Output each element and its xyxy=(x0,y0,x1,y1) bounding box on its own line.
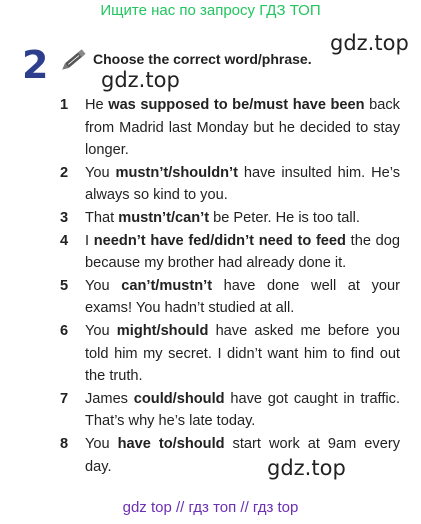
watermark: gdz.top xyxy=(101,68,180,92)
item-text: back from Madrid last Monday but he decided to stay longer. xyxy=(85,97,400,159)
exercise-item xyxy=(60,388,400,433)
item-text: have insulted him. He’s always so kind to you. xyxy=(85,164,400,204)
item-number: 2 xyxy=(60,164,69,181)
item-text: have done well at your exams! You hadn’t studied at all. xyxy=(85,277,400,317)
item-text: You xyxy=(85,435,118,452)
exercise-item xyxy=(60,275,400,320)
item-number: 4 xyxy=(60,232,69,249)
answer-options: could/should xyxy=(133,390,225,407)
watermark: gdz.top xyxy=(330,31,409,55)
answer-options: might/should xyxy=(116,322,209,339)
item-text: I xyxy=(85,232,94,249)
item-text: You xyxy=(85,164,116,181)
answer-options: can’t/mustn’t xyxy=(121,277,213,294)
item-text: start work at 9am every day. xyxy=(85,435,400,475)
item-text: That xyxy=(85,209,119,226)
exercise-item xyxy=(60,94,400,162)
exercise-item xyxy=(60,230,400,275)
exercise-items xyxy=(60,94,400,478)
item-text: You xyxy=(85,322,117,339)
item-text: He xyxy=(85,97,109,113)
item-text: the dog because my brother had already done it. xyxy=(85,232,400,272)
exercise-number: 2 xyxy=(22,43,49,87)
item-number: 3 xyxy=(60,209,69,226)
exercise-instruction: Choose the correct word/phrase. xyxy=(93,51,312,67)
item-text: have asked me before you told him my secret. I didn’t want him to find out the truth. xyxy=(85,322,400,385)
watermark: gdz.top xyxy=(267,456,346,480)
item-text: have got caught in traffic. That’s why he’s late today. xyxy=(85,390,400,430)
answer-options: was supposed to be/must have been xyxy=(108,97,365,113)
exercise-item xyxy=(60,320,400,388)
exercise-item xyxy=(60,162,400,207)
answer-options: needn’t have fed/didn’t need to feed xyxy=(93,232,346,249)
pencil-icon xyxy=(60,42,92,74)
footer-links: gdz top // гдз топ // гдз top xyxy=(122,499,299,516)
exercise-item xyxy=(60,207,400,230)
item-text: James xyxy=(85,390,134,407)
item-number: 8 xyxy=(60,435,69,452)
item-number: 7 xyxy=(60,390,69,407)
item-number: 1 xyxy=(60,97,69,113)
answer-options: mustn’t/can’t xyxy=(118,209,210,226)
answer-options: mustn’t/shouldn’t xyxy=(115,164,238,181)
item-number: 6 xyxy=(60,322,69,339)
item-number: 5 xyxy=(60,277,69,294)
answer-options: have to/should xyxy=(117,435,225,452)
item-text: You xyxy=(85,277,122,294)
top-banner: Ищите нас по запросу ГДЗ ТОП xyxy=(100,2,321,19)
exercise-item xyxy=(60,433,400,478)
item-text: be Peter. He is too tall. xyxy=(209,209,360,226)
